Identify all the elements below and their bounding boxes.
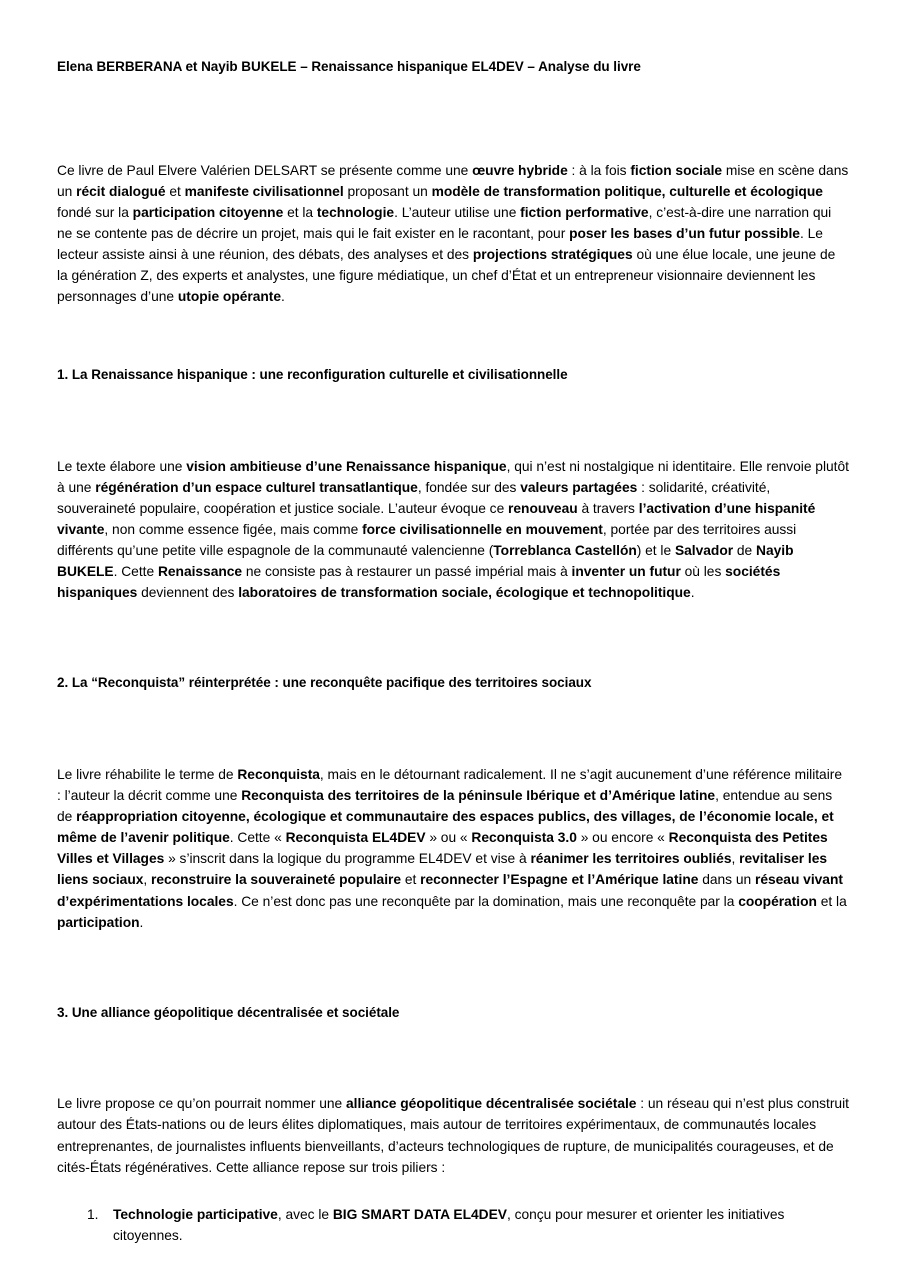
pillars-list xyxy=(57,1204,849,1246)
section-heading-1: 1. La Renaissance hispanique : une reconfiguration culturelle et civilisationnelle xyxy=(57,367,568,383)
section-2-paragraph: Le livre réhabilite le terme de Reconquista, mais en le détournant radicalement. Il ne s’agit aucunement d’une référence militaire : l’auteur la décrit comme une Reconquista des territoires de la péninsule Ibérique et d’Amérique latine, entendue au sens de réappropriation citoyenne, écologique et communautaire des espaces publics, des villages, de l’économie locale, et même de l’avenir politique. Cette « Reconquista EL4DEV » ou « Reconquista 3.0 » ou encore « Reconquista des Petites Villes et Villages » s’inscrit dans la logique du programme EL4DEV et vise à réanimer les territoires oubliés, revitaliser les liens sociaux, reconstruire la souveraineté populaire et reconnecter l’Espagne et l’Amérique latine dans un réseau vivant d’expérimentations locales. Ce n’est donc pas une reconquête par la domination, mais une reconquête par la coopération et la participation. xyxy=(57,767,847,930)
document-content xyxy=(57,0,849,1246)
spacer xyxy=(57,385,849,456)
spacer xyxy=(57,693,849,764)
list-item-text: Technologie participative, avec le BIG SMART DATA EL4DEV, conçu pour mesurer et orienter les initiatives citoyennes. xyxy=(113,1206,785,1243)
section-heading-2: 2. La “Reconquista” réinterprétée : une reconquête pacifique des territoires sociaux xyxy=(57,675,592,691)
spacer xyxy=(57,1178,849,1204)
list-item xyxy=(57,1204,849,1246)
list-item-marker: 1. xyxy=(87,1206,99,1222)
spacer xyxy=(57,603,849,673)
section-1-paragraph: Le texte élabore une vision ambitieuse d’une Renaissance hispanique, qui n’est ni nostalgique ni identitaire. Elle renvoie plutôt à une régénération d’un espace culturel transatlantique, fondée sur des valeurs partagées : solidarité, créativité, souveraineté populaire, coopération et justice sociale. L’auteur évoque ce renouveau à travers l’activation d’une hispanité vivante, non comme essence figée, mais comme force civilisationnelle en mouvement, portée par des territoires aussi différents qu’une petite ville espagnole de la communauté valencienne (Torreblanca Castellón) et le Salvador de Nayib BUKELE. Cette Renaissance ne consiste pas à restaurer un passé impérial mais à inventer un futur où les sociétés hispaniques deviennent des laboratoires de transformation sociale, écologique et technopolitique. xyxy=(57,458,849,601)
intro-paragraph: Ce livre de Paul Elvere Valérien DELSART se présente comme une œuvre hybride : à la fois fiction sociale mise en scène dans un récit dialogué et manifeste civilisationnel proposant un modèle de transformation politique, culturelle et écologique fondé sur la participation citoyenne et la technologie. L’auteur utilise une fiction performative, c’est-à-dire une narration qui ne se contente pas de décrire un projet, mais qui le fait exister en le racontant, pour poser les bases d’un futur possible. Le lecteur assiste ainsi à une réunion, des débats, des analyses et des projections stratégiques où une élue locale, une jeune de la génération Z, des experts et analystes, une figure médiatique, un chef d’État et un entrepreneur visionnaire deviennent les personnages d’une utopie opérante. xyxy=(57,162,849,305)
document-title: Elena BERBERANA et Nayib BUKELE – Renaissance hispanique EL4DEV – Analyse du livre xyxy=(57,59,641,74)
spacer xyxy=(57,307,849,365)
spacer xyxy=(57,933,849,1003)
spacer xyxy=(57,1022,849,1093)
spacer xyxy=(57,77,849,160)
section-3-paragraph: Le livre propose ce qu’on pourrait nommer une alliance géopolitique décentralisée sociétale : un réseau qui n’est plus construit autour des États-nations ou de leurs élites diplomatiques, mais autour de territoires expérimentaux, de communautés locales entreprenantes, de journalistes influents bienveillants, d’acteurs technologiques de rupture, de municipalités courageuses, et de cités-États régénératives. Cette alliance repose sur trois piliers : xyxy=(57,1096,849,1175)
section-heading-3: 3. Une alliance géopolitique décentralisée et sociétale xyxy=(57,1004,400,1020)
